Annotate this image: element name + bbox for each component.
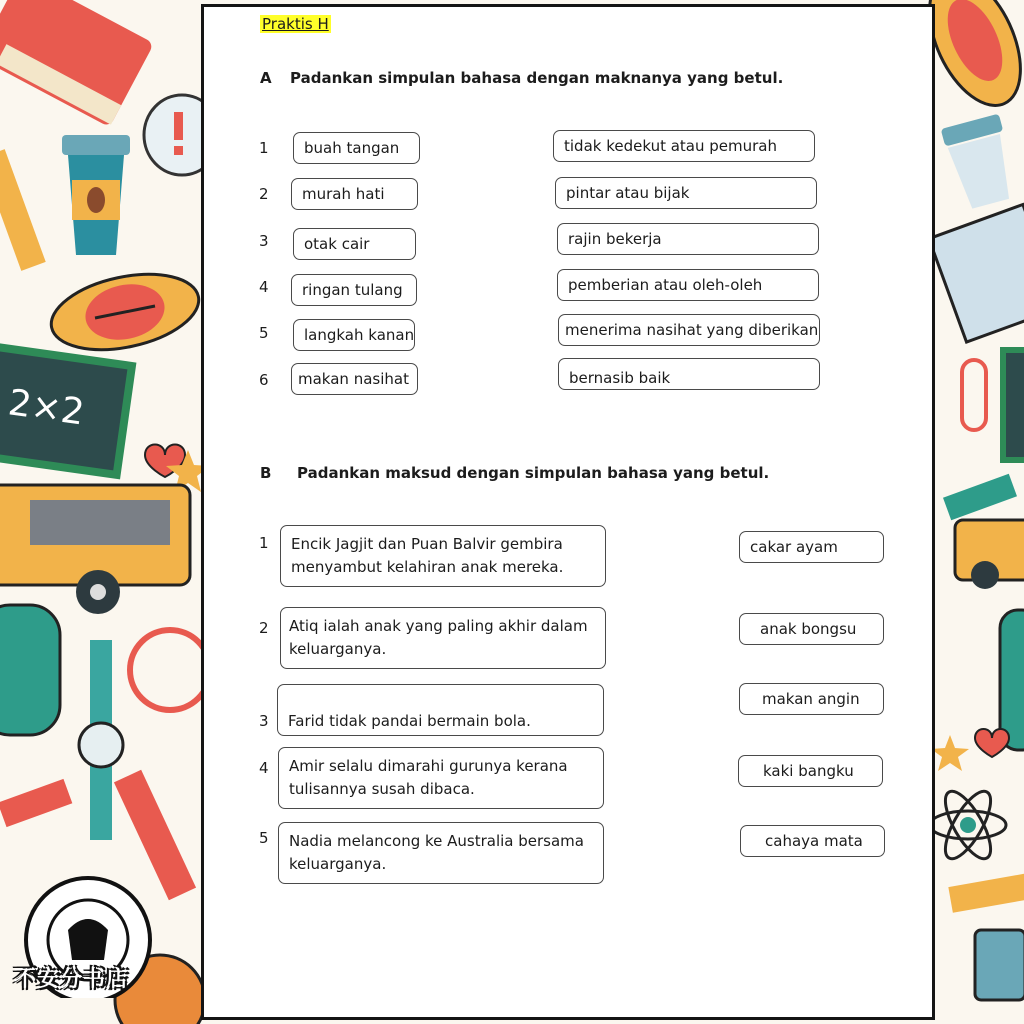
chalkboard-icon [0, 346, 132, 475]
meaning-box[interactable]: menerima nasihat yang diberikan [558, 314, 820, 346]
answer-box[interactable]: anak bongsu [739, 613, 884, 645]
item-number: 4 [259, 759, 269, 777]
section-a-heading [260, 69, 783, 87]
idiom-box[interactable]: ringan tulang [291, 274, 417, 306]
idiom-box[interactable]: otak cair [293, 228, 416, 260]
sentence-box[interactable]: Nadia melancong ke Australia bersama keluarganya. [278, 822, 604, 884]
sentence-box[interactable]: Farid tidak pandai bermain bola. [277, 684, 604, 736]
item-number: 1 [259, 534, 269, 552]
atom-icon [930, 785, 1006, 865]
pencil-icon [0, 149, 46, 271]
item-number: 4 [259, 278, 269, 296]
svg-text:2×2: 2×2 [5, 382, 87, 434]
section-a-letter: A [260, 69, 272, 87]
item-number: 2 [259, 185, 269, 203]
item-number: 6 [259, 371, 269, 389]
book-icon [0, 0, 154, 127]
pencil-icon [948, 873, 1024, 912]
sentence-box[interactable]: Amir selalu dimarahi gurunya kerana tulisannya susah dibaca. [278, 747, 604, 809]
section-b-heading [260, 464, 769, 482]
answer-box[interactable]: kaki bangku [738, 755, 883, 787]
answer-box[interactable]: cakar ayam [739, 531, 884, 563]
item-number: 1 [259, 139, 269, 157]
meaning-box[interactable]: pemberian atau oleh-oleh [557, 269, 819, 301]
item-number: 2 [259, 619, 269, 637]
heart-icon [975, 729, 1009, 757]
idiom-box[interactable]: murah hati [291, 178, 418, 210]
item-number: 3 [259, 712, 269, 730]
idiom-box[interactable]: makan nasihat [291, 363, 418, 395]
meaning-box[interactable]: tidak kedekut atau pemurah [553, 130, 815, 162]
meaning-box[interactable]: rajin bekerja [557, 223, 819, 255]
paperclip-icon [962, 360, 986, 430]
backpack-icon [0, 605, 60, 735]
alarm-clock-icon [130, 630, 210, 710]
star-icon [931, 735, 969, 771]
item-number: 5 [259, 829, 269, 847]
pencil-icon [943, 474, 1017, 520]
worksheet [201, 4, 935, 1020]
section-b-letter: B [260, 464, 272, 482]
item-number: 3 [259, 232, 269, 250]
worksheet-title: Praktis H [262, 15, 329, 33]
coffee-cup-icon [62, 135, 130, 255]
open-book-icon [929, 205, 1024, 343]
answer-box[interactable]: cahaya mata [740, 825, 885, 857]
coffee-cup-icon [941, 114, 1017, 211]
meaning-box[interactable]: pintar atau bijak [555, 177, 817, 209]
coffee-cup-icon [975, 930, 1024, 1000]
sentence-box[interactable]: Encik Jagjit dan Puan Balvir gembira menyambut kelahiran anak mereka. [280, 525, 606, 587]
idiom-box[interactable]: buah tangan [293, 132, 420, 164]
chalkboard-icon [1003, 350, 1024, 460]
watch-icon [79, 640, 123, 840]
meaning-box[interactable]: bernasib baik [558, 358, 820, 390]
school-bus-icon [0, 485, 190, 614]
watermark-text: 不安分书店 [14, 967, 130, 992]
idiom-box[interactable]: langkah kanan [293, 319, 415, 351]
football-icon [44, 262, 205, 362]
section-b-instruction: Padankan maksud dengan simpulan bahasa yang betul. [297, 464, 770, 482]
answer-box[interactable]: makan angin [739, 683, 884, 715]
school-bus-icon [955, 520, 1024, 589]
sentence-box[interactable]: Atiq ialah anak yang paling akhir dalam keluarganya. [280, 607, 606, 669]
section-a-instruction: Padankan simpulan bahasa dengan maknanya yang betul. [290, 69, 784, 87]
item-number: 5 [259, 324, 269, 342]
